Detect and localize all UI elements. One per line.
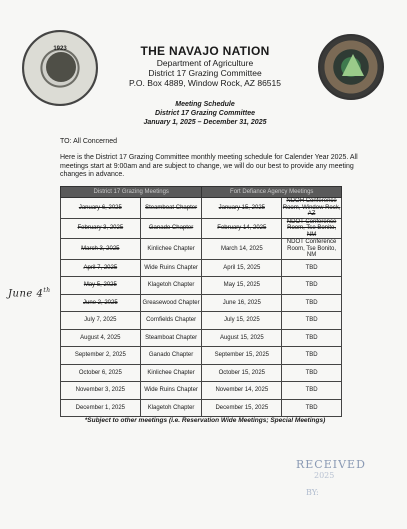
chapter-cell: Wide Ruins Chapter xyxy=(140,382,202,400)
agency-date-cell: December 15, 2025 xyxy=(202,399,282,417)
chapter-cell: Ganado Chapter xyxy=(140,347,202,365)
meeting-date-cell: March 3, 2025 xyxy=(61,239,141,260)
handwritten-note: June 4th xyxy=(8,287,51,300)
meeting-date-cell: September 2, 2025 xyxy=(61,347,141,365)
stamp-received: RECEIVED xyxy=(296,458,366,471)
schedule-title xyxy=(80,100,330,127)
location-cell: TBD xyxy=(282,347,342,365)
agency-date-cell: November 14, 2025 xyxy=(202,382,282,400)
footnote: *Subject to other meetings (i.e. Reservation Wide Meetings; Special Meetings) xyxy=(84,417,326,424)
location-cell: TBD xyxy=(282,312,342,330)
navajo-nation-seal-logo xyxy=(22,30,98,106)
table-row xyxy=(61,218,342,239)
agency-date-cell: June 16, 2025 xyxy=(202,294,282,312)
title-line: District 17 Grazing Committee xyxy=(155,110,255,117)
schedule-table xyxy=(60,186,342,417)
chapter-cell: Steamboat Chapter xyxy=(140,198,202,219)
agency-date-cell: February 14, 2025 xyxy=(202,218,282,239)
table-row xyxy=(61,239,342,260)
location-cell: TBD xyxy=(282,364,342,382)
meeting-date-cell: October 6, 2025 xyxy=(61,364,141,382)
table-row xyxy=(61,399,342,417)
chapter-cell: Kinlichee Chapter xyxy=(140,239,202,260)
department-seal-logo xyxy=(318,34,384,100)
agency-date-cell: May 15, 2025 xyxy=(202,277,282,295)
letterhead-line: P.O. Box 4889, Window Rock, AZ 86515 xyxy=(129,78,281,88)
table-row xyxy=(61,198,342,219)
meeting-date-cell: June 2, 2025 xyxy=(61,294,141,312)
letterhead-line: District 17 Grazing Committee xyxy=(148,68,262,78)
stamp-date: 2025 xyxy=(314,471,335,480)
meeting-date-cell: December 1, 2025 xyxy=(61,399,141,417)
chapter-cell: Greasewood Chapter xyxy=(140,294,202,312)
meeting-date-cell: July 7, 2025 xyxy=(61,312,141,330)
agency-date-cell: July 15, 2025 xyxy=(202,312,282,330)
agency-date-cell: January 15, 2025 xyxy=(202,198,282,219)
meeting-date-cell: November 3, 2025 xyxy=(61,382,141,400)
table-row xyxy=(61,294,342,312)
agency-date-cell: April 15, 2025 xyxy=(202,259,282,277)
meeting-date-cell: January 6, 2025 xyxy=(61,198,141,219)
table-row xyxy=(61,329,342,347)
location-cell: TBD xyxy=(282,399,342,417)
table-row xyxy=(61,382,342,400)
meeting-date-cell: February 3, 2025 xyxy=(61,218,141,239)
location-cell: NDOT Conference Room, Tse Bonito, NM xyxy=(282,218,342,239)
intro-paragraph: Here is the District 17 Grazing Committee monthly meeting schedule for Calender Year 2025. All meetings start at 9:00am and are subject to change, we will do our best to provide any meeting changes in advance. xyxy=(60,154,358,178)
title-line: January 1, 2025 – December 31, 2025 xyxy=(143,119,267,126)
title-line: Meeting Schedule xyxy=(175,101,235,108)
location-cell: TBD xyxy=(282,329,342,347)
letterhead-line: Department of Agriculture xyxy=(156,58,254,68)
stamp-by: BY: xyxy=(306,488,319,497)
meeting-date-cell: May 5, 2025 xyxy=(61,277,141,295)
nation-title: THE NAVAJO NATION xyxy=(140,44,270,58)
table-row xyxy=(61,312,342,330)
location-cell: NDOT Conference Room, Tse Bonito, NM xyxy=(282,239,342,260)
location-cell: TBD xyxy=(282,382,342,400)
recipient-line: TO: All Concerned xyxy=(60,138,118,145)
chapter-cell: Cornfields Chapter xyxy=(140,312,202,330)
meeting-date-cell: April 7, 2025 xyxy=(61,259,141,277)
letterhead xyxy=(100,44,310,88)
agency-date-cell: September 15, 2025 xyxy=(202,347,282,365)
location-cell: TBD xyxy=(282,259,342,277)
agency-date-cell: October 15, 2025 xyxy=(202,364,282,382)
location-cell: NDOH Conference Room, Window Rock, AZ xyxy=(282,198,341,217)
location-cell: TBD xyxy=(282,277,342,295)
header-agency-meetings: Fort Defiance Agency Meetings xyxy=(202,187,342,198)
chapter-cell: Steamboat Chapter xyxy=(140,329,202,347)
table-row xyxy=(61,259,342,277)
location-cell: TBD xyxy=(282,294,342,312)
agency-date-cell: August 15, 2025 xyxy=(202,329,282,347)
received-stamp xyxy=(296,458,366,497)
chapter-cell: Ganado Chapter xyxy=(140,218,202,239)
chapter-cell: Klagetoh Chapter xyxy=(140,399,202,417)
table-header-row xyxy=(61,187,342,198)
header-district-meetings: District 17 Grazing Meetings xyxy=(61,187,202,198)
chapter-cell: Wide Ruins Chapter xyxy=(140,259,202,277)
table-row xyxy=(61,347,342,365)
chapter-cell: Klagetoh Chapter xyxy=(140,277,202,295)
chapter-cell: Kinlichee Chapter xyxy=(140,364,202,382)
table-row xyxy=(61,277,342,295)
agency-date-cell: March 14, 2025 xyxy=(202,239,282,260)
meeting-date-cell: August 4, 2025 xyxy=(61,329,141,347)
seal-year: 1923 xyxy=(53,46,67,52)
table-row xyxy=(61,364,342,382)
